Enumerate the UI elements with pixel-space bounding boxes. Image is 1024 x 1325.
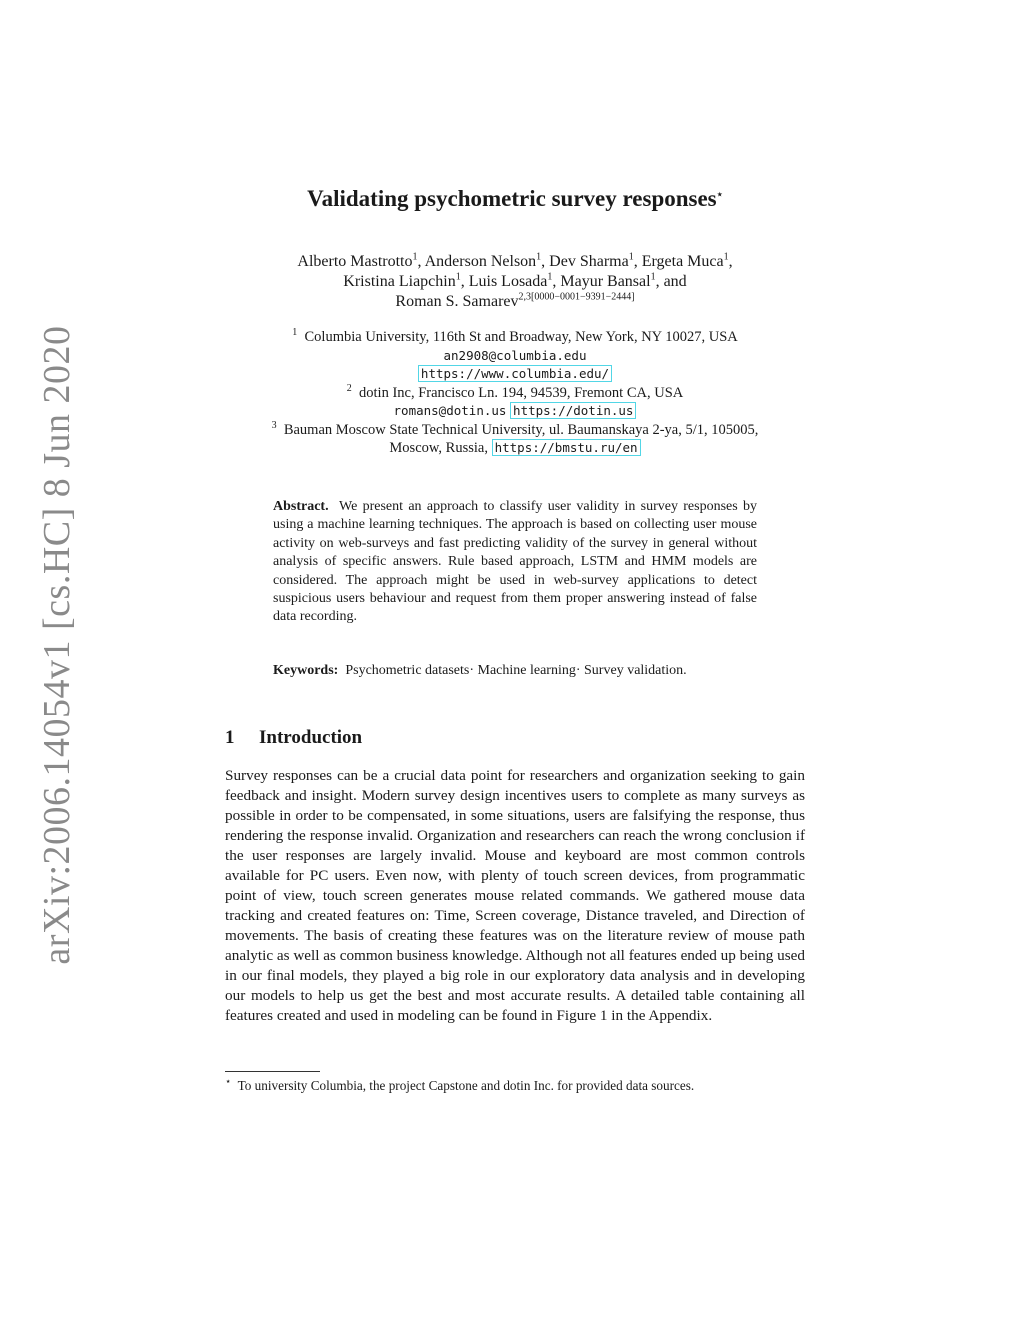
arxiv-stamp: arXiv:2006.14054v1 [cs.HC] 8 Jun 2020 [36,325,78,965]
affiliation-text: Moscow, Russia, [389,440,488,456]
footnote-rule [225,1071,320,1072]
abstract [273,498,757,627]
keywords [273,662,757,680]
author-affiliation-mark: 1 [412,251,418,263]
author-name: Anderson Nelson [424,253,537,270]
author-affiliation-mark: 2,3[0000−0001−9391−2444] [518,291,635,303]
affiliation-number: 1 [292,327,298,339]
section-body: Survey responses can be a crucial data point for researchers and organization seeking to gain feedback and insight. Modern survey design incentives users to complete as many surveys as possible in order to be compensated, in some situations, users are falsifying the response, thus rendering the response invalid. Organization and researchers can reach the wrong conclusion if the user responses are largely invalid. Mouse and keyboard are most common controls available for PC users. Even now, with plenty of touch screen devices, from programmatic point of view, touch screen generates mouse related commands. We gathered mouse data tracking and created features on: Time, Screen coverage, Distance traveled, and Direction of movements. The basis of creating these features was on the literature review of mouse path analytic as well as common business knowledge. Although not all features ended up being used in our final models, they played a big role in our exploratory data analysis and in developing our models to help us get the best and most accurate results. A detailed table containing all features created and used in modeling can be found in Figure 1 in the Appendix. [225,767,805,1024]
affiliation-text: Bauman Moscow State Technical University, ul. Baumanskaya 2-ya, 5/1, 105005, [283,421,759,438]
title-text: Validating psychometric survey responses [307,186,717,211]
paper-title [225,186,805,212]
affiliation-text: dotin Inc, Francisco Ln. 194, 94539, Fremont CA, USA [359,384,684,401]
affiliation-number: 2 [346,382,352,394]
section-heading [225,727,362,749]
section-number: 1 [225,727,235,748]
affiliation-number: 3 [271,419,277,431]
affiliation-1 [225,328,805,347]
affiliation-text: Columbia University, 116th St and Broadway, New York, NY 10027, USA [304,329,738,345]
author-name: Kristina Liapchin [343,273,456,290]
abstract-text: We present an approach to classify user validity in survey responses by using a machine learning techniques. The approach is based on collecting user mouse activity on web-surveys and fast predicting validity of the survey in general without analysis of specific answers. Rule based approach, LSTM and HMM models are considered. The approach might be used in web-survey applications to detect suspicious users behaviour and request from them proper answering instead of false data recording. [273,499,758,625]
author-affiliation-mark: 1 [723,251,729,263]
footnote-mark: ⋆ [225,1076,232,1088]
footnote-text: To university Columbia, the project Capstone and dotin Inc. for provided data sources. [237,1078,695,1093]
author-name: Luis Losada [468,273,548,290]
author-affiliation-mark: 1 [628,251,634,263]
author-affiliation-mark: 1 [455,271,461,283]
author-list: Alberto Mastrotto$^1$, Anderson Nelson$^1$, Dev Sharma$^1$, Ergeta Muca$^1$, Kristina Liapchin$^1$, Luis Losada$^1$, Mayur Bansal$^1$, and Roman S. Samarev$^{2,3[0000-0001-9391-2444]}$ [297,251,733,310]
email-link[interactable]: an2908@columbia.edu [443,347,587,363]
affiliation-block [225,328,805,458]
keywords-label: Keywords: [273,663,339,678]
footnote [225,1077,805,1095]
affiliation-3 [225,421,805,440]
section-title: Introduction [259,727,363,748]
affiliation-2 [225,384,805,403]
url-link[interactable]: https://www.columbia.edu/ [418,365,612,382]
and-word: and [663,273,687,290]
url-link[interactable]: https://dotin.us [510,402,636,419]
title-footnote-mark[interactable]: ⋆ [716,189,723,201]
author-affiliation-mark: 1 [650,271,656,283]
author-affiliation-mark: 1 [547,271,553,283]
keywords-text: Psychometric datasets· Machine learning· Survey validation. [345,663,687,678]
author-name: Dev Sharma [549,253,629,270]
author-name: Ergeta Muca [641,253,724,270]
author-name: Mayur Bansal [560,273,651,290]
author-name: Alberto Mastrotto [297,253,413,270]
author-name: Roman S. Samarev [395,293,519,310]
url-link[interactable]: https://bmstu.ru/en [492,439,641,456]
email-link[interactable]: romans@dotin.us [393,403,507,418]
author-affiliation-mark: 1 [536,251,542,263]
abstract-label: Abstract. [273,499,329,514]
